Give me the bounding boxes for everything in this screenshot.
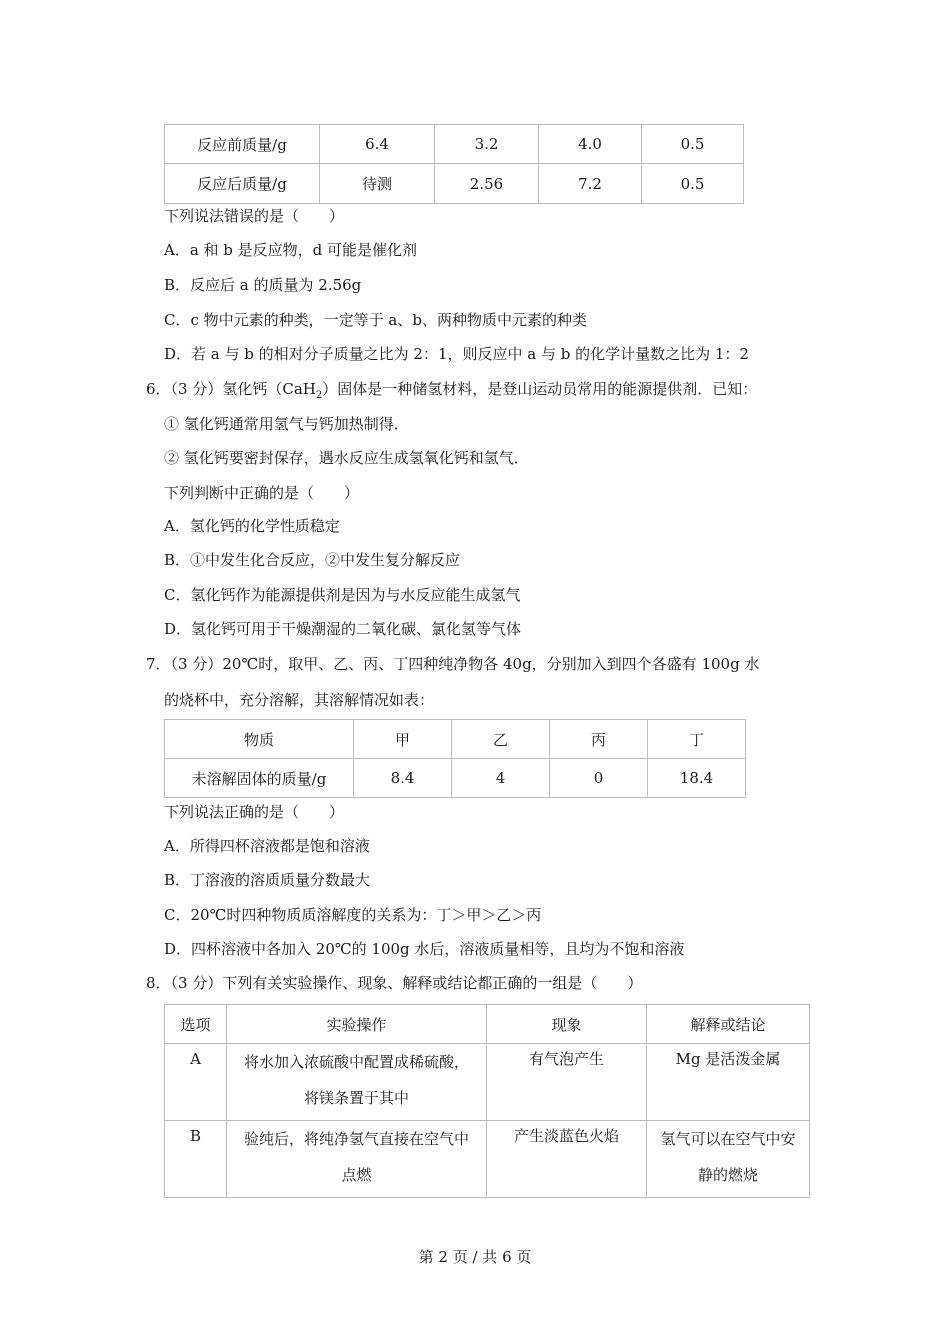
q8-stem: 8．（3 分）下列有关实验操作、现象、解释或结论都正确的一组是（ ） — [146, 974, 643, 992]
q5-option-d[interactable]: D．若 a 与 b 的相对分子质量之比为 2：1，则反应中 a 与 b 的化学计量数之比为 1：2 — [164, 345, 749, 363]
page-footer: 第 2 页 / 共 6 页 — [418, 1248, 532, 1266]
table-row — [165, 759, 746, 798]
q6-stem-pre: 6．（3 分）氢化钙（CaH — [146, 380, 316, 398]
table-header-cell: 乙 — [452, 720, 550, 759]
mass-table — [164, 124, 744, 204]
q7-stem-line2: 的烧杯中，充分溶解，其溶解情况如表： — [164, 691, 435, 709]
table-cell: 2.56 — [435, 164, 539, 204]
operation-line: 将水加入浓硫酸中配置成稀硫酸， — [243, 1053, 469, 1071]
table-header-cell: 物质 — [165, 720, 354, 759]
option-cell: A — [165, 1044, 227, 1121]
table-header-cell: 丙 — [550, 720, 648, 759]
table-row — [165, 1121, 810, 1198]
table-header-cell: 实验操作 — [227, 1005, 487, 1044]
q5-option-b[interactable]: B．反应后 a 的质量为 2.56g — [164, 276, 362, 294]
conclusion-cell — [647, 1121, 810, 1198]
table-header-cell: 丁 — [648, 720, 746, 759]
table-cell: 3.2 — [435, 125, 539, 164]
q5-option-c[interactable]: C．c 物中元素的种类，一定等于 a、b、两种物质中元素的种类 — [164, 311, 587, 329]
q7-option-a[interactable]: A．所得四杯溶液都是饱和溶液 — [164, 837, 370, 855]
table-cell: 4.0 — [539, 125, 642, 164]
operation-cell — [227, 1121, 487, 1198]
table-header-cell: 解释或结论 — [647, 1005, 810, 1044]
operation-line: 点燃 — [341, 1166, 372, 1184]
table-header-row — [165, 1005, 810, 1044]
table-cell: 0 — [550, 759, 648, 798]
table-cell: 0.5 — [642, 164, 744, 204]
table-row — [165, 1044, 810, 1121]
experiment-table — [164, 1004, 810, 1198]
q7-stem-line1: 7．（3 分）20℃时，取甲、乙、丙、丁四种纯净物各 40g，分别加入到四个各盛有 100g 水 — [146, 655, 760, 673]
q6-option-a[interactable]: A．氢化钙的化学性质稳定 — [164, 517, 340, 535]
q5-prompt: 下列说法错误的是（ ） — [164, 207, 345, 225]
operation-line: 将镁条置于其中 — [303, 1089, 409, 1107]
conclusion-cell: Mg 是活泼金属 — [647, 1044, 810, 1121]
table-cell: 18.4 — [648, 759, 746, 798]
q6-prompt: 下列判断中正确的是（ ） — [164, 484, 360, 502]
q7-option-d[interactable]: D．四杯溶液中各加入 20℃的 100g 水后，溶液质量相等，且均为不饱和溶液 — [164, 940, 685, 958]
q6-option-c[interactable]: C．氢化钙作为能源提供剂是因为与水反应能生成氢气 — [164, 586, 521, 604]
conclusion-line: 氢气可以在空气中安 — [660, 1130, 796, 1148]
table-cell: 7.2 — [539, 164, 642, 204]
table-cell: 4 — [452, 759, 550, 798]
operation-cell — [227, 1044, 487, 1121]
table-cell: 待测 — [320, 164, 435, 204]
q7-prompt: 下列说法正确的是（ ） — [164, 803, 345, 821]
table-header-cell: 甲 — [354, 720, 452, 759]
q6-stem-post: ）固体是一种储氢材料，是登山运动员常用的能源提供剂．已知： — [322, 380, 758, 398]
option-cell: B — [165, 1121, 227, 1198]
table-cell: 8.4 — [354, 759, 452, 798]
table-header-cell: 现象 — [487, 1005, 647, 1044]
q6-fact-2: ② 氢化钙要密封保存，遇水反应生成氢氧化钙和氢气． — [164, 449, 529, 467]
table-row — [165, 164, 744, 204]
table-cell: 未溶解固体的质量/g — [165, 759, 354, 798]
q7-option-b[interactable]: B．丁溶液的溶质质量分数最大 — [164, 871, 371, 889]
q6-stem — [146, 378, 757, 401]
table-header-cell: 选项 — [165, 1005, 227, 1044]
q7-option-c[interactable]: C．20℃时四种物质质溶解度的关系为：丁＞甲＞乙＞丙 — [164, 906, 542, 924]
operation-line: 验纯后，将纯净氢气直接在空气中 — [243, 1130, 469, 1148]
q6-fact-1: ① 氢化钙通常用氢气与钙加热制得． — [164, 415, 409, 433]
table-cell: 6.4 — [320, 125, 435, 164]
table-cell: 反应后质量/g — [165, 164, 320, 204]
phenomenon-cell: 产生淡蓝色火焰 — [487, 1121, 647, 1198]
table-cell: 0.5 — [642, 125, 744, 164]
solubility-table — [164, 719, 746, 798]
conclusion-line: 静的燃烧 — [697, 1166, 758, 1184]
table-row — [165, 125, 744, 164]
table-header-row — [165, 720, 746, 759]
q6-stem-subscript: 2 — [315, 390, 323, 401]
phenomenon-cell: 有气泡产生 — [487, 1044, 647, 1121]
q6-option-b[interactable]: B．①中发生化合反应，②中发生复分解反应 — [164, 551, 461, 569]
table-cell: 反应前质量/g — [165, 125, 320, 164]
q6-option-d[interactable]: D．氢化钙可用于干燥潮湿的二氧化碳、氯化氢等气体 — [164, 620, 522, 638]
q5-option-a[interactable]: A．a 和 b 是反应物，d 可能是催化剂 — [164, 241, 418, 259]
